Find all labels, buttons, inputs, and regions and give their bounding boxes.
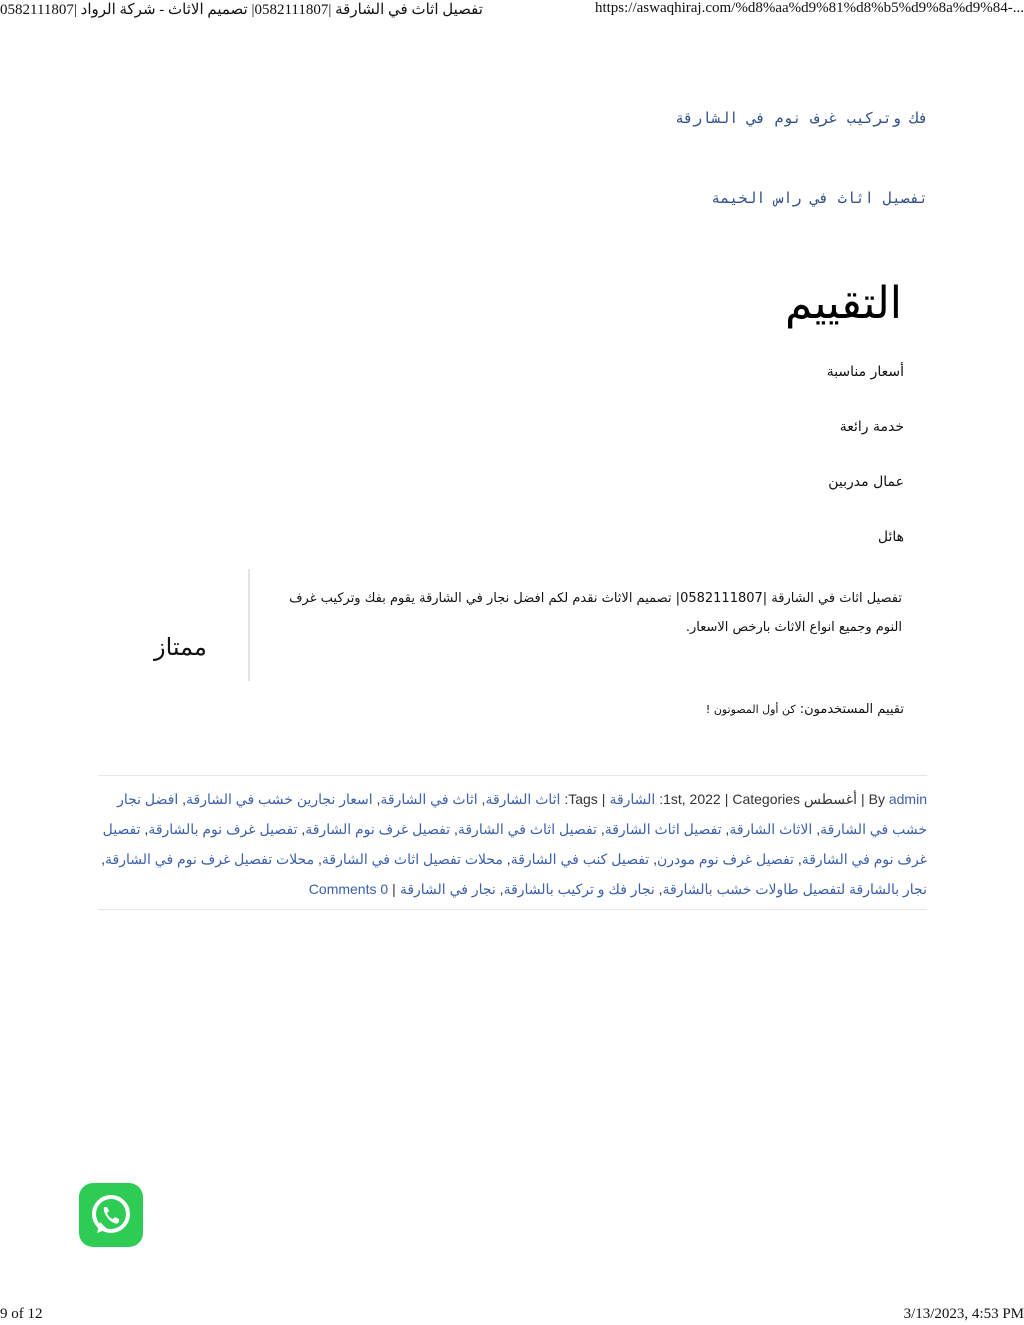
tag-separator: , (101, 851, 106, 867)
category-link[interactable]: الشارقة (609, 791, 656, 807)
tag-separator: , (450, 821, 458, 837)
tag-link[interactable]: نجار في الشارقة (399, 881, 496, 897)
review-summary-box (248, 569, 904, 681)
tag-link[interactable]: اثاث في الشارقة (380, 791, 478, 807)
tag-link[interactable]: تفصيل غرف نوم مودرن (656, 851, 794, 867)
tag-link[interactable]: محلات تفصيل اثاث في الشارقة (321, 851, 503, 867)
tag-separator: , (297, 821, 306, 837)
related-post-link[interactable]: تفصيل اثاث في راس الخيمة (711, 189, 928, 207)
by-label: By (868, 791, 885, 807)
review-title: التقييم (784, 278, 902, 329)
tag-link[interactable]: تفصيل اثاث في الشارقة (457, 821, 597, 837)
tag-link[interactable]: تفصيل غرف نوم الشارقة (305, 821, 451, 837)
categories-label: Categories: (659, 791, 801, 807)
tag-separator: , (812, 821, 821, 837)
tag-link[interactable]: افضل نجار خشب في الشارقة (117, 791, 927, 837)
author-link[interactable]: admin (888, 791, 927, 807)
comments-link[interactable]: 0 Comments (308, 881, 389, 897)
review-summary: تفصيل اثاث في الشارقة |0582111807| تصميم الاثاث نقدم لكم افضل نجار في الشارقة يقوم بفك وتركيب غرف النوم وجميع انواع الاثاث بارخص الاسعار. (289, 591, 902, 635)
print-footer-datetime: 3/13/2023, 4:53 PM (903, 1306, 1024, 1322)
user-rating (706, 702, 904, 717)
tag-separator: , (502, 851, 511, 867)
post-meta (98, 775, 927, 910)
tag-separator: , (140, 821, 149, 837)
whatsapp-icon (87, 1191, 135, 1239)
review-criterion: خدمة رائعة (839, 419, 904, 435)
review-criterion: عمال مدربين (828, 474, 904, 490)
user-rating-label: تقييم المستخدمون: (799, 702, 904, 717)
review-criterion: أسعار مناسبة (826, 364, 904, 380)
user-rating-note[interactable]: كن أول المصوتون ! (705, 703, 796, 716)
tag-separator: , (793, 851, 802, 867)
tag-separator: , (721, 821, 730, 837)
tag-separator: , (495, 881, 504, 897)
tag-link[interactable]: اسعار نجارين خشب في الشارقة (186, 791, 373, 807)
tag-separator: , (178, 791, 187, 807)
tag-link[interactable]: تفصيل غرف نوم في الشارقة (102, 821, 927, 867)
tag-link[interactable]: الاثاث الشارقة (729, 821, 813, 837)
post-meta-text: By admin|أغسطس 1st, 2022|Categories: الشارقة|Tags: اثاث الشارقة, اثاث في الشارقة, اسعار نجارين خشب في الشارقة, افضل نجار خشب في الشارقة, الاثاث الشارقة, تفصيل اثاث الشارقة, تفصيل اثاث في الشارقة, تفصيل غرف نوم الشارقة, تفصيل غرف نوم بالشارقة, تفصيل غرف نوم في الشارقة, تفصيل غرف نوم مودرن, تفصيل كنب في الشارقة, محلات تفصيل اثاث في الشارقة, محلات تفصيل غرف نوم في الشارقة, نجار بالشارقة لتفصيل طاولات خشب بالشارقة, نجار فك و تركيب بالشارقة, نجار في الشارقة|0 Comments (101, 791, 927, 897)
tag-separator: , (654, 881, 663, 897)
tag-separator: , (314, 851, 322, 867)
whatsapp-button[interactable] (79, 1183, 143, 1247)
tag-link[interactable]: تفصيل اثاث الشارقة (604, 821, 722, 837)
post-date: أغسطس 1st, 2022 (663, 791, 857, 807)
tag-link[interactable]: تفصيل غرف نوم بالشارقة (148, 821, 298, 837)
print-header-url: https://aswaqhiraj.com/%d8%aa%d9%81%d8%b5%d9%8a%d9%84-... (594, 0, 1024, 16)
tag-link[interactable]: تفصيل كنب في الشارقة (510, 851, 650, 867)
related-post-link[interactable]: فك وتركيب غرف نوم في الشارقة (675, 109, 928, 127)
tags-label: Tags: (564, 791, 598, 807)
print-footer-page: 9 of 12 (0, 1306, 43, 1322)
tag-separator: , (477, 791, 486, 807)
print-header-title: تفصيل اثاث في الشارقة |0582111807| تصميم الاثاث - شركة الرواد |0582111807 (0, 2, 483, 18)
tag-separator: , (649, 851, 657, 867)
tag-separator: , (372, 791, 381, 807)
review-overall-score: ممتاز (154, 633, 207, 661)
tag-link[interactable]: نجار فك و تركيب بالشارقة (503, 881, 655, 897)
tag-link[interactable]: نجار بالشارقة لتفصيل طاولات خشب بالشارقة (662, 881, 927, 897)
tag-separator: , (596, 821, 605, 837)
review-criterion: هائل (877, 529, 904, 545)
tag-link[interactable]: اثاث الشارقة (485, 791, 561, 807)
tag-link[interactable]: محلات تفصيل غرف نوم في الشارقة (105, 851, 315, 867)
